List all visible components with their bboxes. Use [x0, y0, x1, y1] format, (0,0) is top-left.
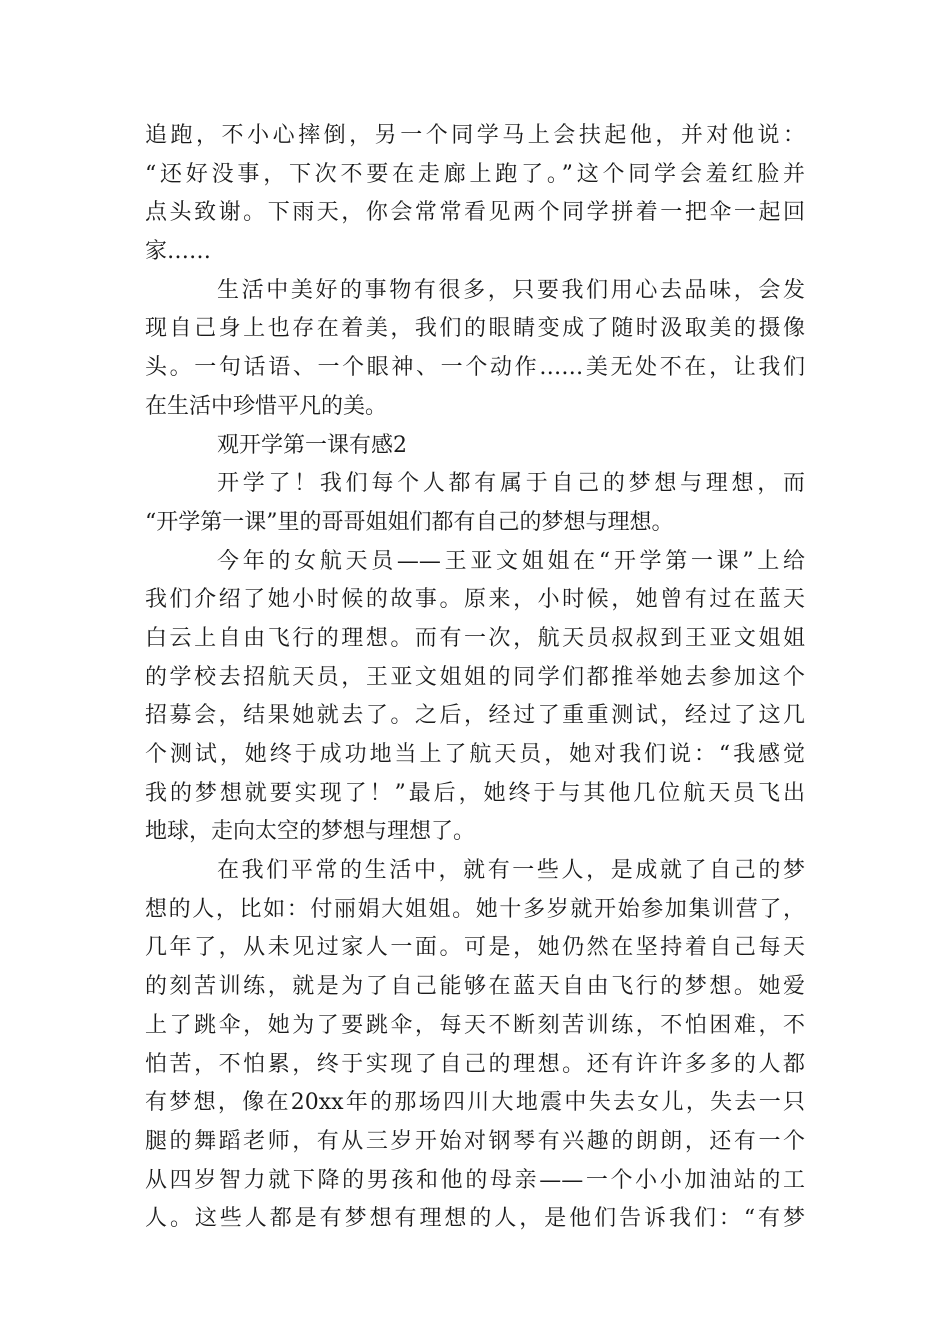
text-line: 白云上自由飞行的理想。而有一次，航天员叔叔到王亚文姐姐 [145, 625, 805, 651]
text-line: 的学校去招航天员，王亚文姐姐的同学们都推举她去参加这个 [145, 664, 805, 690]
paragraph-first-line: 在我们平常的生活中，就有一些人，是成就了自己的梦 [217, 858, 805, 884]
text-line: 上了跳伞，她为了要跳伞，每天不断刻苦训练，不怕困难，不 [145, 1012, 805, 1038]
text-line: 点头致谢。下雨天，你会常常看见两个同学拼着一把伞一起回 [145, 200, 805, 226]
text-line: 现自己身上也存在着美，我们的眼睛变成了随时汲取美的摄像 [145, 316, 805, 342]
text-line: 人。这些人都是有梦想有理想的人，是他们告诉我们：“有梦 [145, 1206, 805, 1232]
paragraph-first-line: 开学了！我们每个人都有属于自己的梦想与理想，而 [217, 471, 805, 497]
text-line: 地球，走向太空的梦想与理想了。 [145, 819, 476, 845]
text-line: 在生活中珍惜平凡的美。 [145, 393, 388, 419]
document-page [145, 117, 805, 1239]
text-line: “还好没事，下次不要在走廊上跑了。”这个同学会羞红脸并 [145, 161, 805, 187]
text-line: 我们介绍了她小时候的故事。原来，小时候，她曾有过在蓝天 [145, 587, 805, 613]
text-line: 追跑，不小心摔倒，另一个同学马上会扶起他，并对他说： [145, 123, 805, 148]
paragraph-first-line: 今年的女航天员——王亚文姐姐在“开学第一课”上给 [217, 548, 805, 574]
paragraph-first-line: 生活中美好的事物有很多，只要我们用心去品味，会发 [217, 277, 805, 303]
section-title: 观开学第一课有感2 [217, 432, 407, 458]
text-line: “开学第一课”里的哥哥姐姐们都有自己的梦想与理想。 [145, 509, 674, 535]
text-line: 个测试，她终于成功地当上了航天员，她对我们说：“我感觉 [145, 742, 805, 767]
text-line: 想的人，比如：付丽娟大姐姐。她十多岁就开始参加集训营了， [145, 896, 805, 922]
text-line: 腿的舞蹈老师，有从三岁开始对钢琴有兴趣的朗朗，还有一个 [145, 1128, 805, 1154]
text-line: 家…… [145, 239, 212, 265]
text-line: 从四岁智力就下降的男孩和他的母亲——一个小小加油站的工 [145, 1167, 805, 1193]
text-line: 怕苦，不怕累，终于实现了自己的理想。还有许许多多的人都 [145, 1051, 805, 1077]
text-line: 的刻苦训练，就是为了自己能够在蓝天自由飞行的梦想。她爱 [145, 974, 805, 1000]
text-line: 我的梦想就要实现了！”最后，她终于与其他几位航天员飞出 [145, 780, 805, 806]
text-line: 头。一句话语、一个眼神、一个动作……美无处不在，让我们 [145, 355, 805, 381]
text-line: 招募会，结果她就去了。之后，经过了重重测试，经过了这几 [145, 703, 805, 729]
text-line: 几年了，从未见过家人一面。可是，她仍然在坚持着自己每天 [145, 935, 805, 961]
text-line: 有梦想，像在20xx年的那场四川大地震中失去女儿，失去一只 [145, 1090, 805, 1116]
